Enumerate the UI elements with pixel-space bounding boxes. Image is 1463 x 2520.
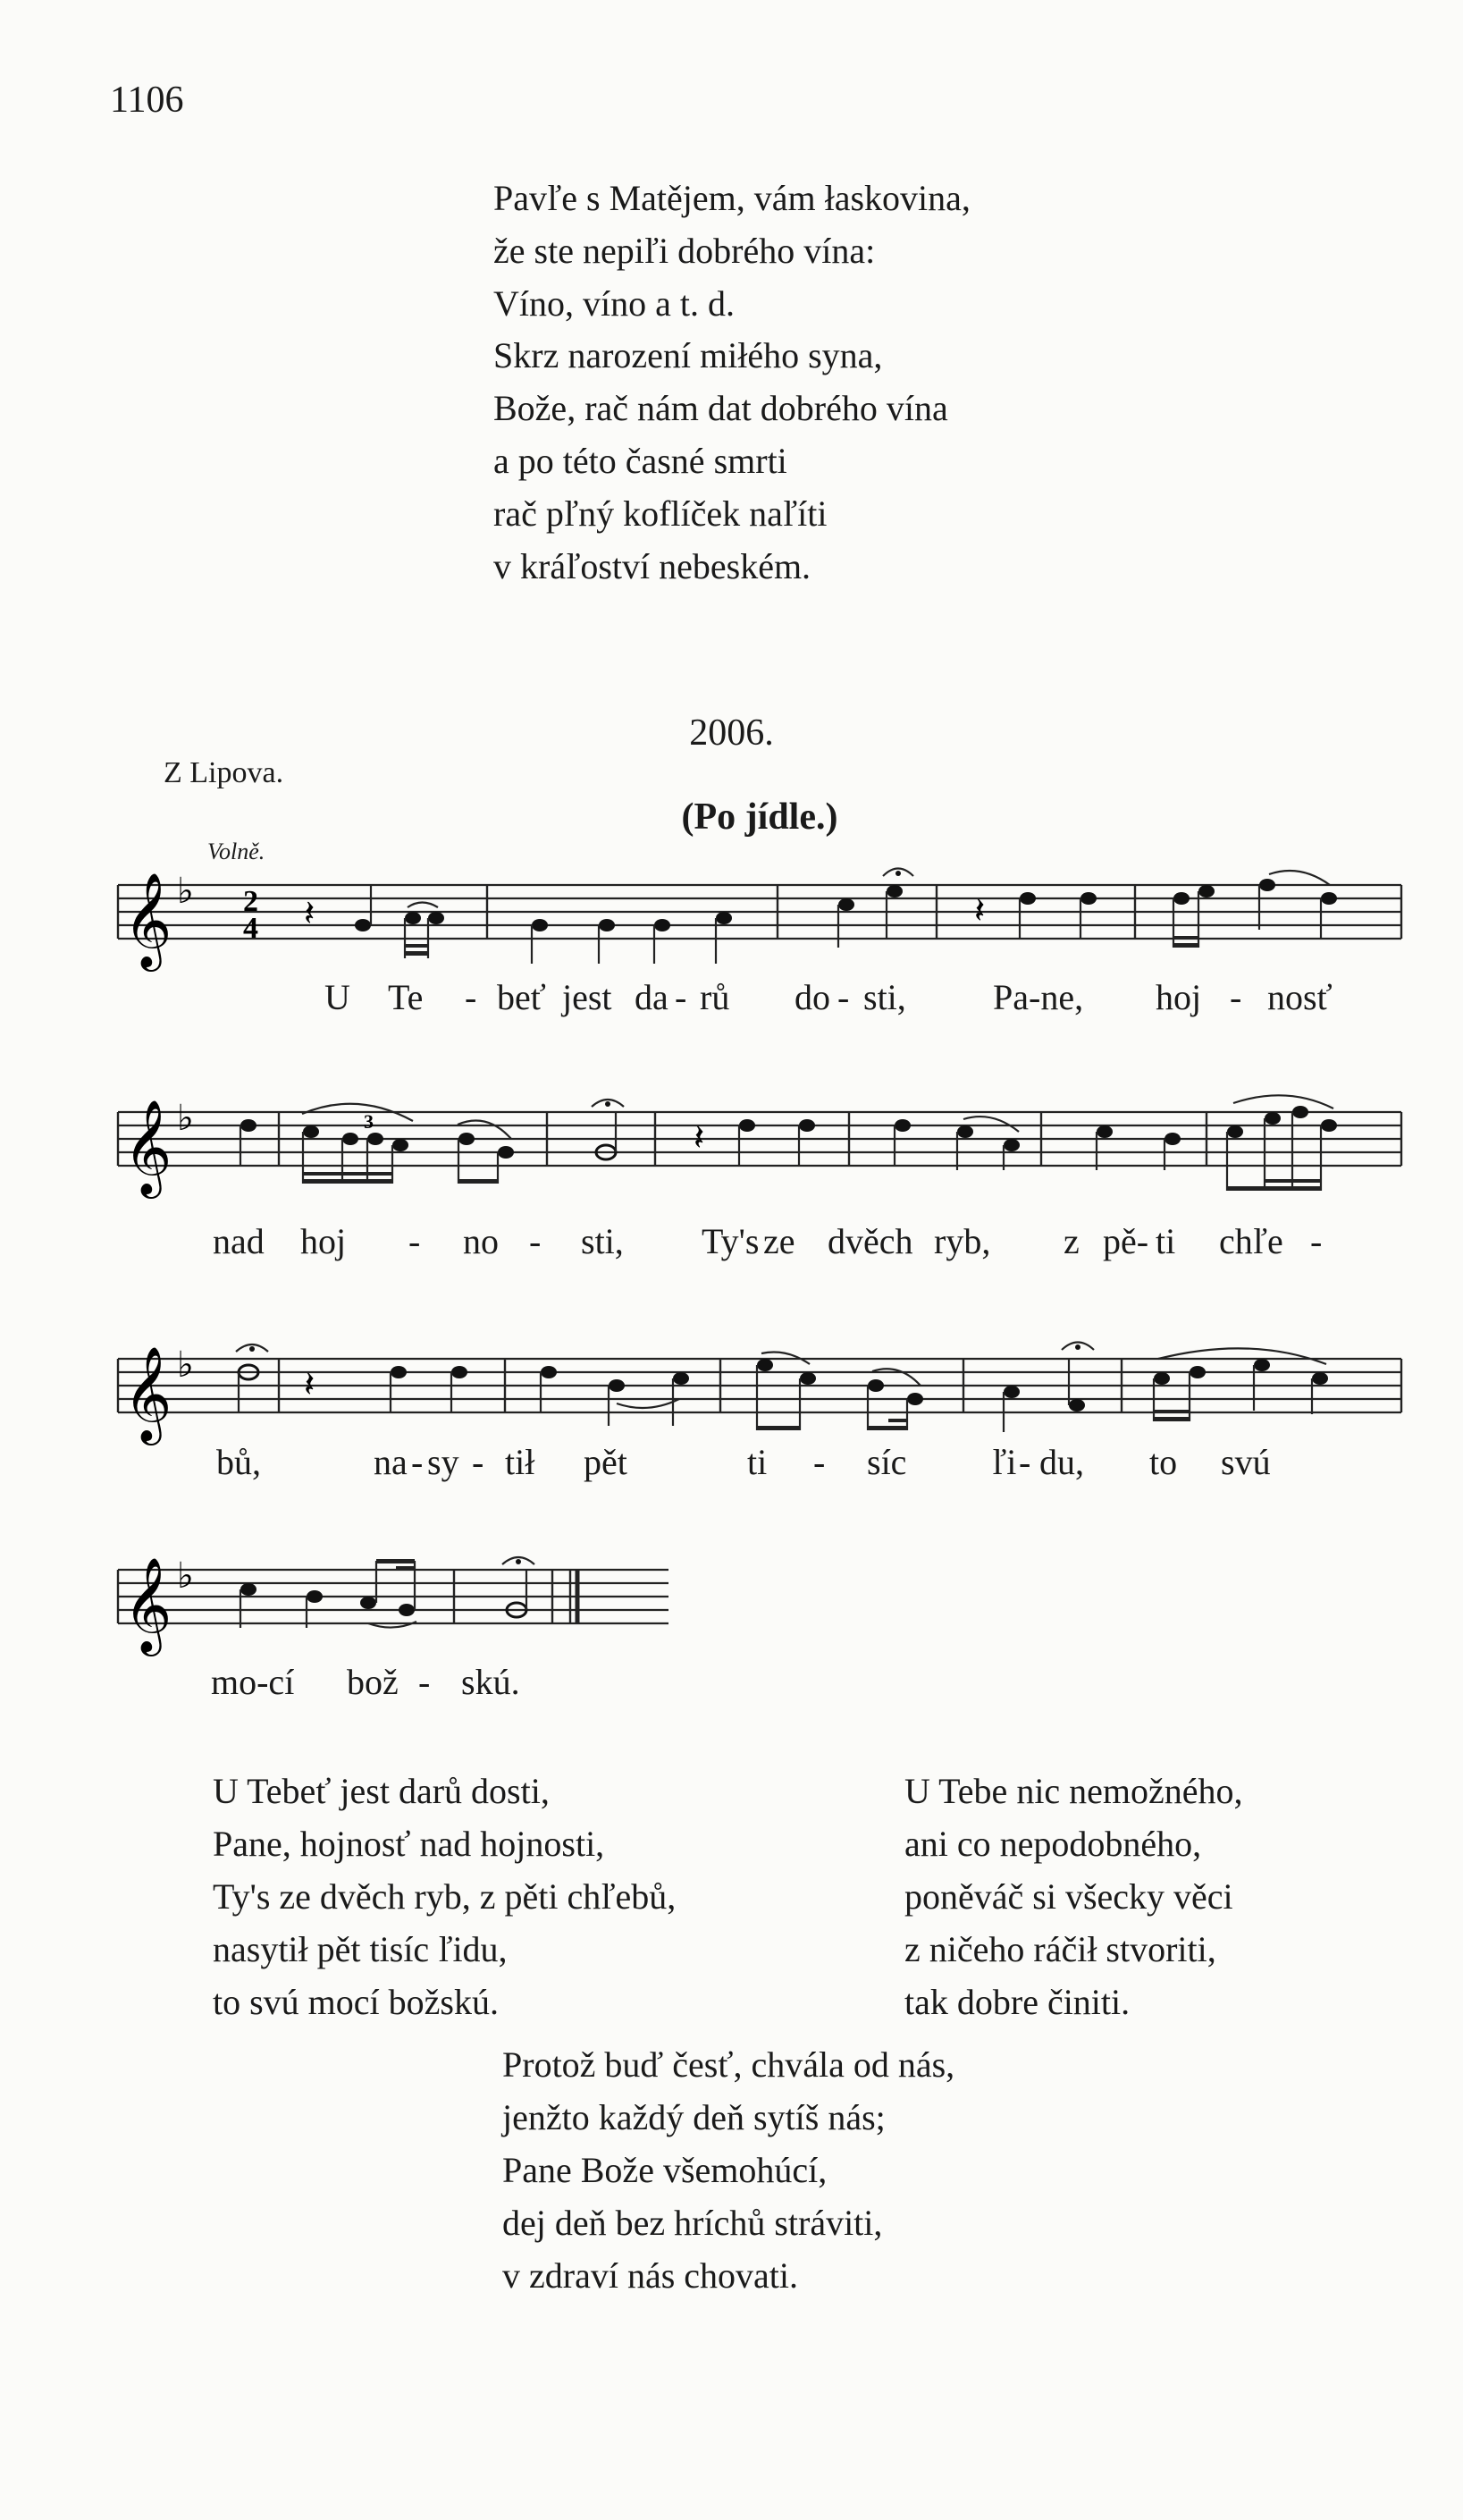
subtitle-text: (Po jídle.)	[681, 796, 838, 838]
note	[392, 1139, 408, 1151]
note	[800, 1372, 816, 1385]
lyric-syllable: dvěch	[828, 1221, 913, 1261]
staff-lines	[118, 1112, 1401, 1166]
note	[360, 1597, 376, 1609]
lyric-syllable: chľe	[1219, 1221, 1283, 1261]
verse-line: v kráľoství nebeském.	[493, 546, 811, 586]
note	[1292, 1106, 1308, 1118]
lyric-syllable: na	[374, 1442, 408, 1482]
flat-sign-icon: ♭	[177, 871, 194, 912]
time-signature-top: 2	[243, 885, 258, 918]
note	[391, 1366, 407, 1378]
note	[428, 912, 444, 924]
lyric-syllable: -	[529, 1221, 542, 1261]
note	[1173, 892, 1190, 905]
lyric-syllable: -	[1310, 1221, 1323, 1261]
note	[1254, 1359, 1270, 1371]
verse-line: rač pľný koflíček naľíti	[493, 493, 828, 534]
song-subtitle	[0, 796, 1463, 839]
verse-line: Pavľe s Matějem, vám łaskovina,	[493, 178, 971, 218]
treble-clef-icon: 𝄞	[123, 1099, 172, 1194]
note	[599, 919, 615, 931]
verse-line: U Tebeť jest darů dosti,	[213, 1771, 550, 1811]
verse-line: z ničeho ráčił stvoriti,	[904, 1929, 1216, 1969]
note	[868, 1379, 884, 1392]
note	[673, 1372, 689, 1385]
lyric-syllable: -	[472, 1442, 484, 1482]
lyric-syllable: -	[837, 977, 850, 1017]
verse-line: Víno, víno a t. d.	[493, 283, 735, 324]
lyric-syllable: -	[411, 1442, 424, 1482]
note	[609, 1379, 625, 1392]
note	[355, 919, 371, 931]
note	[451, 1366, 467, 1378]
flat-sign-icon: ♭	[177, 1098, 194, 1139]
note	[739, 1119, 755, 1132]
lyric-syllable: ľi	[992, 1442, 1017, 1482]
lyric-syllable: du,	[1039, 1442, 1084, 1482]
note	[838, 898, 854, 911]
lyric-syllable: no	[463, 1221, 499, 1261]
verse-line: ani co nepodobného,	[904, 1824, 1202, 1864]
note	[1190, 1366, 1206, 1378]
verse-line: Skrz narození miłého syna,	[493, 335, 883, 375]
note	[1227, 1125, 1243, 1138]
lyric-syllable: da	[635, 977, 668, 1017]
lyric-syllable: pě-	[1103, 1221, 1149, 1261]
stanza-right	[904, 1765, 1243, 2028]
note	[716, 912, 732, 924]
rest-icon: 𝄽	[974, 890, 986, 931]
note	[1198, 885, 1215, 898]
verse-line: dej deň bez hríchů stráviti,	[502, 2203, 883, 2243]
lyric-syllable: U	[324, 977, 350, 1017]
note	[1259, 879, 1275, 891]
note	[1265, 1112, 1281, 1125]
lyric-syllable: sy	[427, 1442, 459, 1482]
note	[303, 1125, 319, 1138]
note	[367, 1133, 383, 1145]
lyric-syllable: z	[1064, 1221, 1080, 1261]
music-staff-3	[0, 1332, 1463, 1457]
note	[342, 1133, 358, 1145]
note	[654, 919, 670, 931]
lyric-syllable: skú.	[461, 1662, 520, 1702]
flat-sign-icon: ♭	[177, 1555, 194, 1597]
lyric-syllable: Pa-ne,	[993, 977, 1084, 1017]
note	[541, 1366, 557, 1378]
lyric-syllable: -	[465, 977, 477, 1017]
note	[498, 1146, 514, 1159]
lyric-syllable: bož	[347, 1662, 399, 1702]
lyric-syllable: ti	[747, 1442, 768, 1482]
lyric-syllable: ze	[763, 1221, 795, 1261]
note	[1020, 892, 1036, 905]
note	[1004, 1386, 1020, 1398]
note	[1165, 1133, 1181, 1145]
lyric-syllable: jest	[562, 977, 612, 1017]
note	[405, 912, 421, 924]
intro-stanza-1	[493, 172, 971, 330]
lyric-syllable: pět	[584, 1442, 627, 1482]
stanza-final	[502, 2038, 954, 2302]
note	[757, 1359, 773, 1371]
tempo-marking: Volně.	[207, 839, 265, 864]
lyric-syllable: -	[408, 1221, 421, 1261]
intro-stanza-2	[493, 329, 948, 593]
note	[240, 1583, 256, 1596]
lyric-syllable: -	[418, 1662, 431, 1702]
verse-line: Bože, rač nám dat dobrého vína	[493, 388, 948, 428]
verse-line: jenžto každý deň sytíš nás;	[502, 2097, 886, 2137]
verse-line: tak dobre činiti.	[904, 1982, 1131, 2022]
note	[532, 919, 548, 931]
lyric-syllable: do	[795, 977, 830, 1017]
verse-line: to svú mocí božskú.	[213, 1982, 499, 2022]
lyric-syllable: nad	[213, 1221, 265, 1261]
verse-line: a po této časné smrti	[493, 441, 787, 481]
lyric-syllable: ryb,	[934, 1221, 991, 1261]
music-staff-1	[0, 858, 1463, 983]
lyric-syllable: Te	[388, 977, 424, 1017]
verse-line: Ty's ze dvěch ryb, z pěti chľebů,	[213, 1876, 677, 1917]
lyric-syllable: tił	[505, 1442, 535, 1482]
note	[240, 1119, 256, 1132]
lyric-syllable: mo-cí	[211, 1662, 295, 1702]
lyric-syllable: rů	[700, 977, 730, 1017]
staff-lines	[118, 1570, 668, 1623]
lyric-syllable: -	[675, 977, 687, 1017]
note	[957, 1125, 973, 1138]
lyric-syllable: svú	[1221, 1442, 1271, 1482]
note	[1080, 892, 1097, 905]
triplet-mark: 3	[364, 1110, 374, 1133]
note	[1154, 1372, 1170, 1385]
treble-clef-icon: 𝄞	[123, 1556, 172, 1652]
lyric-syllable: -	[1019, 1442, 1031, 1482]
note	[887, 885, 903, 898]
verse-line: Protož buď česť, chvála od nás,	[502, 2044, 955, 2085]
lyric-syllable: ti	[1156, 1221, 1176, 1261]
rest-icon: 𝄽	[304, 893, 315, 934]
time-signature-bottom: 4	[243, 912, 258, 945]
lyric-syllable: sti,	[863, 977, 906, 1017]
note	[399, 1604, 415, 1616]
note	[458, 1133, 475, 1145]
flat-sign-icon: ♭	[177, 1344, 194, 1386]
lyric-syllable: -	[1230, 977, 1242, 1017]
note	[1097, 1125, 1113, 1138]
verse-line: poněváč si všecky věci	[904, 1876, 1233, 1917]
note	[1312, 1372, 1328, 1385]
lyric-syllable: Ty's	[702, 1221, 760, 1261]
verse-line: nasytił pět tisíc ľidu,	[213, 1929, 508, 1969]
note	[1321, 1119, 1337, 1132]
note	[907, 1393, 923, 1405]
lyric-syllable: -	[813, 1442, 826, 1482]
music-staff-4	[0, 1543, 679, 1668]
stanza-left	[213, 1765, 676, 2028]
lyric-syllable: síc	[867, 1442, 907, 1482]
lyric-syllable: to	[1149, 1442, 1178, 1482]
note	[799, 1119, 815, 1132]
verse-line: Pane Bože všemohúcí,	[502, 2150, 828, 2190]
page-number: 1106	[110, 80, 184, 121]
lyric-syllable: bů,	[216, 1442, 261, 1482]
treble-clef-icon: 𝄞	[123, 1345, 172, 1441]
note	[1069, 1399, 1085, 1412]
lyric-syllable: nosť	[1267, 977, 1333, 1017]
lyric-syllable: beť	[497, 977, 546, 1017]
verse-line: U Tebe nic nemožného,	[904, 1771, 1243, 1811]
note	[1004, 1139, 1020, 1151]
lyric-syllable: sti,	[581, 1221, 624, 1261]
rest-icon: 𝄽	[694, 1117, 705, 1159]
verse-line: v zdraví nás chovati.	[502, 2255, 798, 2296]
lyric-syllable: hoj	[300, 1221, 347, 1261]
note	[307, 1590, 323, 1603]
music-staff-2	[0, 1085, 1463, 1210]
treble-clef-icon: 𝄞	[123, 872, 172, 967]
note	[1321, 892, 1337, 905]
song-number: 2006.	[689, 712, 774, 754]
verse-line: Pane, hojnosť nad hojnosti,	[213, 1824, 605, 1864]
song-origin: Z Lipova.	[164, 756, 284, 789]
note	[895, 1119, 911, 1132]
rest-icon: 𝄽	[304, 1364, 315, 1405]
lyric-syllable: hoj	[1156, 977, 1202, 1017]
verse-line: že ste nepiľi dobrého vína:	[493, 231, 876, 271]
